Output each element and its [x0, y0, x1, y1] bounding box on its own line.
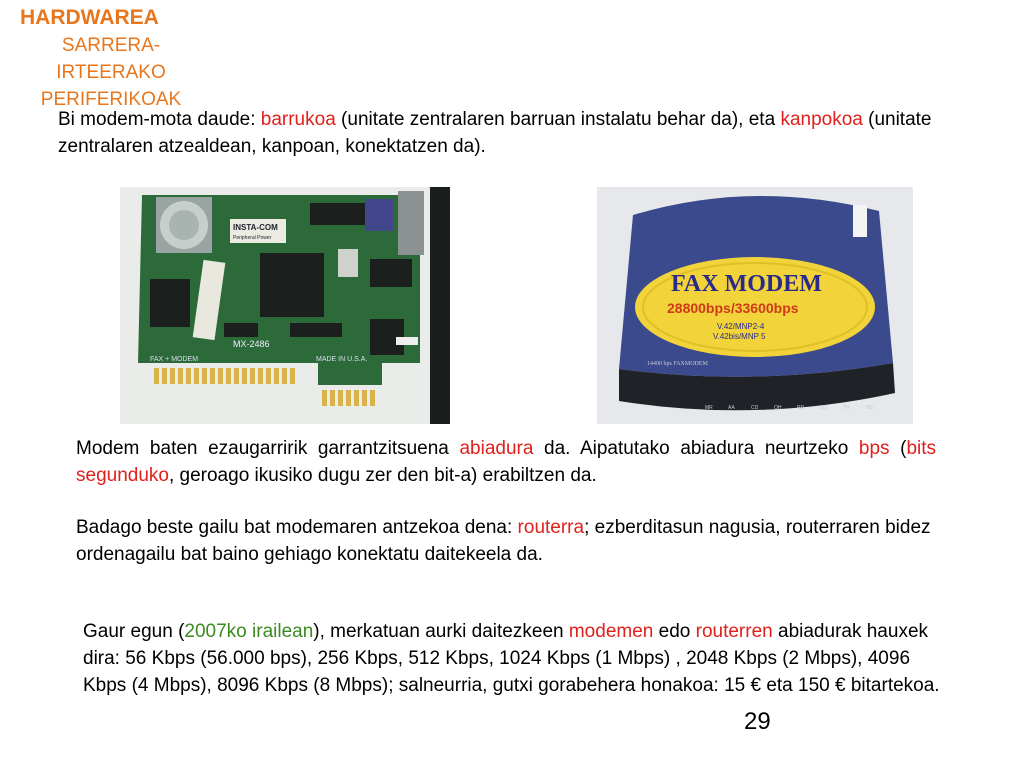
badge-line-2: V.42bis/MNP 5: [713, 332, 766, 341]
term-bits-segunduko: bits segunduko: [76, 438, 937, 486]
internal-modem-photo: [120, 187, 450, 424]
led-label: OH: [774, 405, 782, 411]
subtitle-line: PERIFERIKOAK: [40, 89, 182, 110]
subtitle-line: IRTEERAKO: [56, 62, 166, 83]
text-run: Gaur egun (: [83, 621, 185, 642]
term-routerren: routerren: [695, 621, 773, 642]
text-run: (unitate zentralaren barruan instalatu behar da), eta: [335, 109, 781, 130]
led-label: CD: [751, 405, 759, 411]
term-kanpokoa: kanpokoa: [780, 109, 863, 130]
term-barrukoa: barrukoa: [260, 109, 336, 130]
text-run: ), merkatuan aurki daitezkeen: [313, 621, 569, 642]
text-run: Modem baten ezaugarririk garrantzitsuena: [76, 438, 460, 459]
edge-label-left: FAX + MODEM: [150, 356, 199, 363]
card-label: INSTA-COM: [233, 223, 278, 232]
front-text: 14400 bps FAXMODEM: [647, 361, 708, 367]
term-routerra: routerra: [517, 517, 585, 538]
led-label: TR: [843, 405, 850, 411]
text-run: (unitate zentralaren atzealdean, kanpoan, konektatzen da).: [58, 109, 932, 157]
led-label: MR: [705, 405, 713, 411]
slide-title: HARDWAREA: [20, 6, 159, 29]
speed-paragraph: [76, 435, 936, 489]
badge-title: FAX MODEM: [671, 271, 822, 297]
term-bps: bps: [858, 438, 890, 459]
led-label: SD: [820, 405, 827, 411]
chip-label: MX-2486: [233, 339, 270, 349]
modem-types-paragraph: [58, 106, 938, 160]
slide-subtitle: [18, 32, 204, 113]
text-run: abiadurak hauxek dira: 56 Kbps (56.000 bps), 256 Kbps, 512 Kbps, 1024 Kbps (1 Mbps) , 2048 Kbps (2 Mbps), 4096 Kbps (4 Mbps), 8096 Kbps (8 Mbps); salneurria, gutxi gorabehera honakoa: 15 € eta 150 € bitartekoa.: [83, 621, 940, 696]
term-modemen: modemen: [568, 621, 654, 642]
market-paragraph: [83, 618, 943, 699]
text-run: da. Aipatutako abiadura neurtzeko: [533, 438, 859, 459]
text-run: (: [889, 438, 907, 459]
date-highlight: 2007ko irailean: [184, 621, 314, 642]
text-run: ; ezberditasun nagusia, routerraren bidez ordenagailu bat baino gehiago konektatu daitekeela da.: [76, 517, 931, 565]
badge-line-1: V.42/MNP2-4: [717, 322, 765, 331]
subtitle-line: SARRERA-: [61, 35, 161, 56]
external-modem-photo: [597, 187, 913, 424]
text-run: edo: [653, 621, 696, 642]
text-run: , geroago ikusiko dugu zer den bit-a) erabiltzen da.: [168, 465, 597, 486]
edge-label-right: MADE IN U.S.A.: [316, 356, 368, 363]
led-label: RD: [797, 405, 805, 411]
text-run: Bi modem-mota daude:: [58, 109, 261, 130]
page-number: 29: [744, 708, 771, 735]
badge-speed: 28800bps/33600bps: [667, 300, 799, 316]
term-abiadura: abiadura: [459, 438, 534, 459]
text-run: Badago beste gailu bat modemaren antzekoa dena:: [76, 517, 518, 538]
router-paragraph: [76, 514, 956, 568]
led-label: HS: [866, 405, 873, 411]
card-sublabel: Peripheral Power: [233, 235, 272, 241]
led-label: AA: [728, 405, 735, 411]
